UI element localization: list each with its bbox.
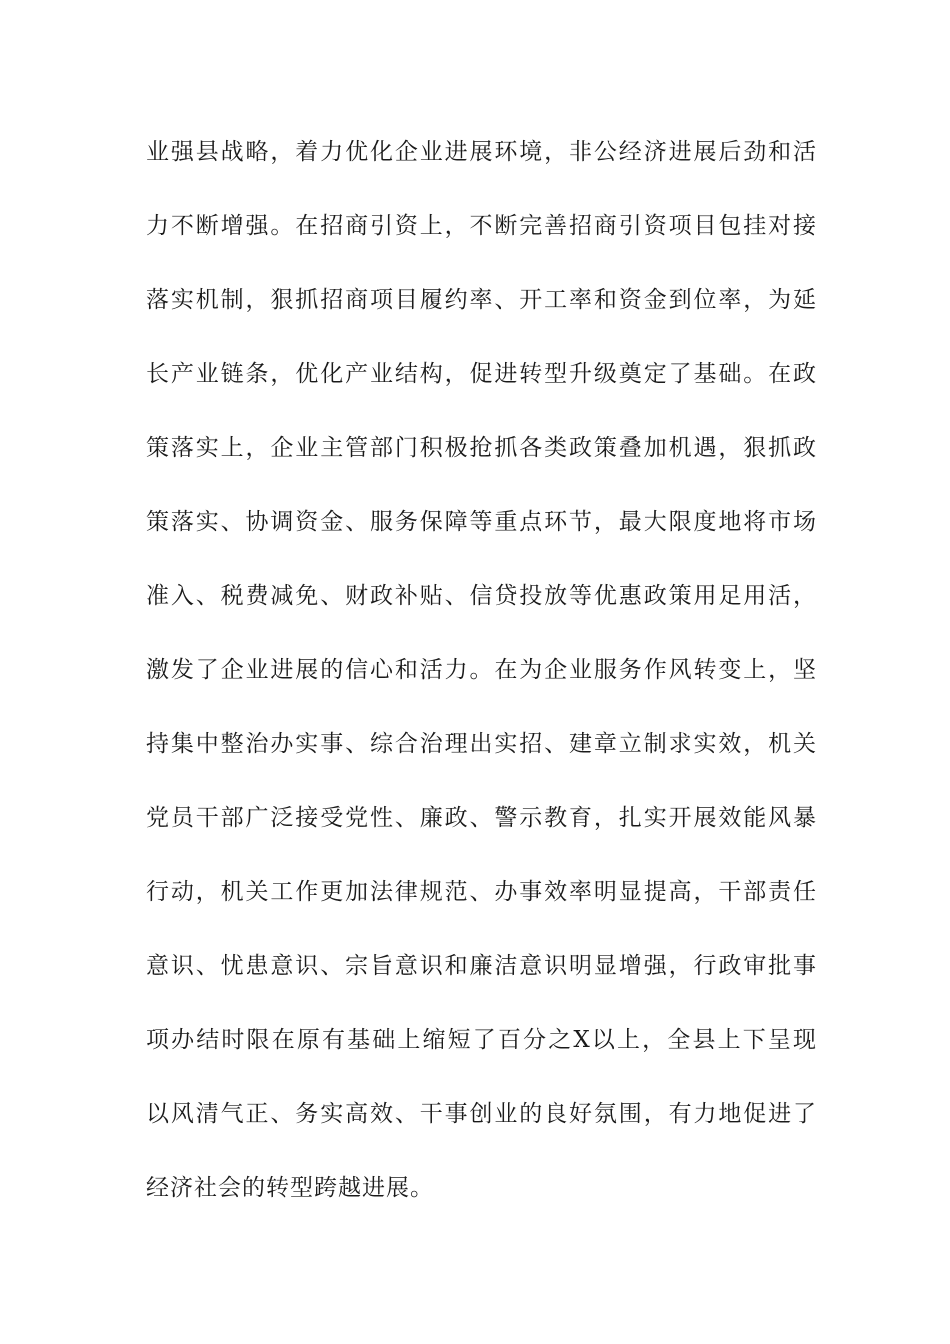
paragraph-line: 落实机制，狠抓招商项目履约率、开工率和资金到位率，为延 <box>146 287 816 313</box>
paragraph-line: 长产业链条，优化产业结构，促进转型升级奠定了基础。在政 <box>146 361 816 387</box>
paragraph-line: 激发了企业进展的信心和活力。在为企业服务作风转变上，坚 <box>146 657 816 683</box>
body-paragraph <box>146 130 816 1240</box>
paragraph-line: 力不断增强。在招商引资上，不断完善招商引资项目包挂对接 <box>146 213 816 239</box>
paragraph-line: 策落实上，企业主管部门积极抢抓各类政策叠加机遇，狠抓政 <box>146 435 816 461</box>
paragraph-line: 以风清气正、务实高效、干事创业的良好氛围，有力地促进了 <box>146 1101 816 1127</box>
paragraph-line: 项办结时限在原有基础上缩短了百分之X以上，全县上下呈现 <box>146 1027 816 1053</box>
paragraph-line: 业强县战略，着力优化企业进展环境，非公经济进展后劲和活 <box>146 139 816 165</box>
paragraph-line: 准入、税费减免、财政补贴、信贷投放等优惠政策用足用活， <box>146 583 816 609</box>
paragraph-line: 持集中整治办实事、综合治理出实招、建章立制求实效，机关 <box>146 731 816 757</box>
paragraph-line-last: 经济社会的转型跨越进展。 <box>146 1175 434 1201</box>
paragraph-line: 行动，机关工作更加法律规范、办事效率明显提高，干部责任 <box>146 879 816 905</box>
paragraph-line: 策落实、协调资金、服务保障等重点环节，最大限度地将市场 <box>146 509 816 535</box>
paragraph-line: 意识、忧患意识、宗旨意识和廉洁意识明显增强，行政审批事 <box>146 953 816 979</box>
paragraph-line: 党员干部广泛接受党性、廉政、警示教育，扎实开展效能风暴 <box>146 805 816 831</box>
